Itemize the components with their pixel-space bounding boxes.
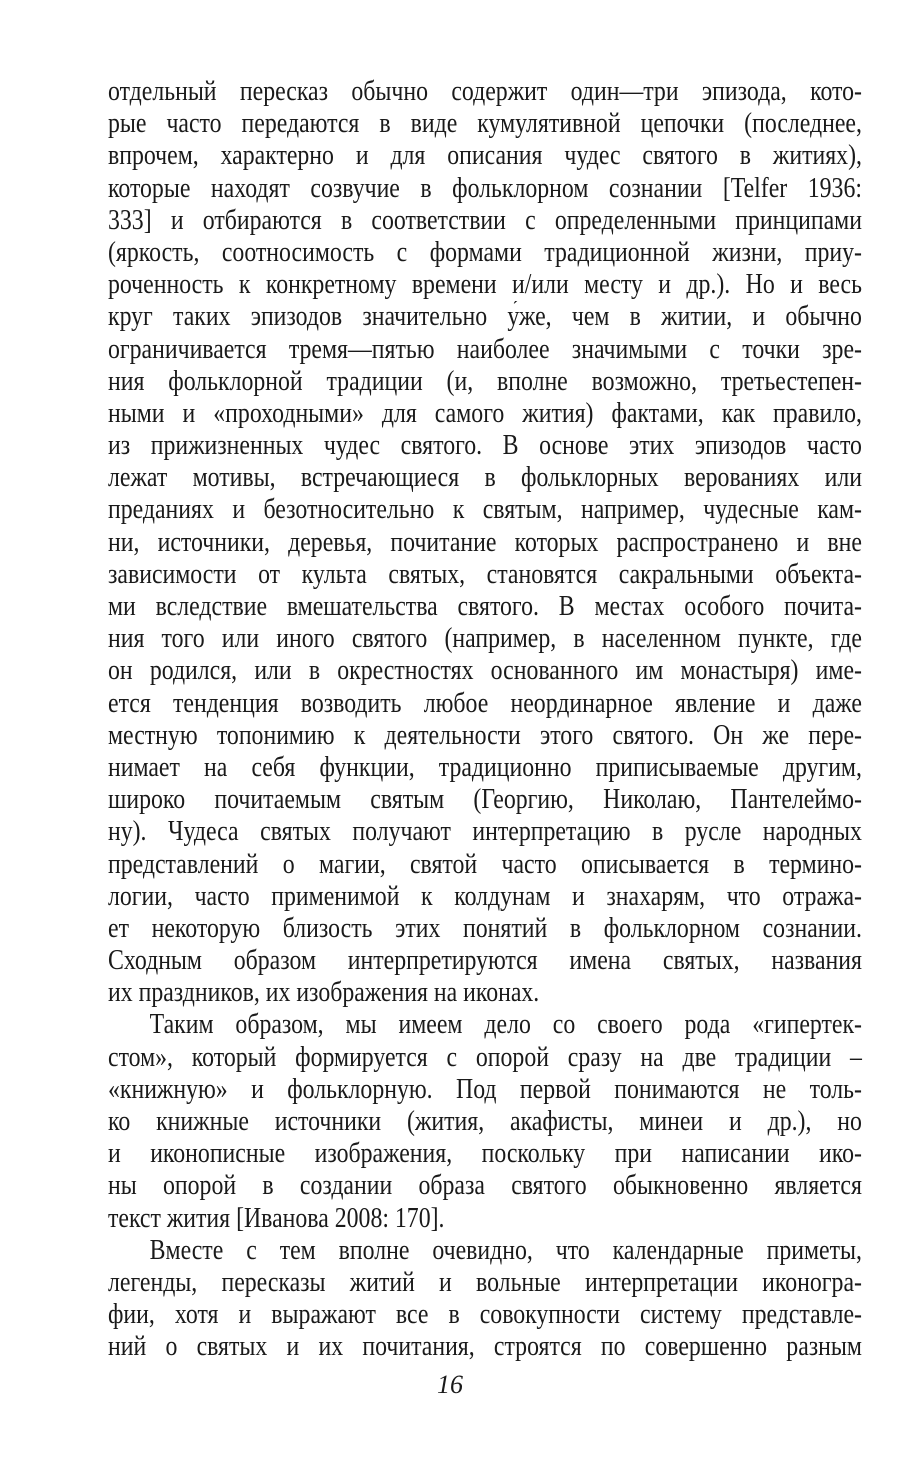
text-line: «книжную» и фольклорную. Под первой понимаются не толь- [108, 1073, 862, 1105]
text-line: их праздников, их изображения на иконах. [108, 977, 540, 1009]
text-line: (яркость, соотносимость с формами традиционной жизни, приу- [108, 236, 862, 268]
text-line: ми вследствие вмешательства святого. В местах особого почита- [108, 591, 862, 622]
text-line: Сходным образом интерпретируются имена святых, названия [108, 945, 862, 977]
text-line: легенды, пересказы житий и вольные интерпретации иконогра- [108, 1266, 862, 1298]
text-line: логии, часто применимой к колдунам и знахарям, что отража- [108, 880, 862, 912]
text-line: ны опорой в создании образа святого обыкновенно является [108, 1170, 862, 1202]
text-line: Таким образом, мы имеем дело со своего рода «гипертек- [149, 1009, 862, 1041]
text-line: ния фольклорной традиции (и, вполне возможно, третьестепен- [108, 365, 862, 397]
body-text [108, 76, 862, 1364]
text-line: лежат мотивы, встречающиеся в фольклорных верованиях или [108, 462, 862, 494]
text-line: ния того или иного святого (например, в населенном пункте, где [108, 623, 862, 655]
text-line: роченность к конкретному времени и/или месту и др.). Но и весь [108, 269, 862, 301]
text-line: ными и «проходными» для самого жития) фактами, как правило, [108, 397, 862, 429]
text-line: ни, источники, деревья, почитание которых распространено и вне [108, 526, 862, 558]
text-line: нимает на себя функции, традиционно приписываемые другим, [108, 751, 862, 783]
text-line: 333] и отбираются в соответствии с определенными принципами [108, 204, 862, 236]
text-line: круг таких эпизодов значительно у́же, чем в житии, и обычно [108, 301, 862, 333]
text-line: ется тенденция возводить любое неординарное явление и даже [108, 687, 862, 719]
text-line: рые часто передаются в виде кумулятивной цепочки (последнее, [108, 108, 862, 140]
text-line: он родился, или в окрестностях основанного им монастыря) име- [108, 655, 862, 687]
text-line: из прижизненных чудес святого. В основе этих эпизодов часто [108, 430, 862, 462]
text-line: ну). Чудеса святых получают интерпретацию в русле народных [108, 816, 862, 848]
text-line: ко книжные источники (жития, акафисты, минеи и др.), но [108, 1106, 862, 1137]
text-line: широко почитаемым святым (Георгию, Николаю, Пантелеймо- [108, 784, 862, 816]
text-line: которые находят созвучие в фольклорном сознании [Telfer 1936: [108, 172, 862, 204]
text-line: местную топонимию к деятельности этого святого. Он же пере- [108, 719, 862, 751]
text-line: ограничивается тремя—пятью наиболее значимыми с точки зре- [108, 333, 862, 365]
text-line: ний о святых и их почитания, строятся по совершенно разным [108, 1331, 862, 1363]
text-line: зависимости от культа святых, становятся сакральными объекта- [108, 558, 862, 590]
page-number: 16 [437, 1370, 463, 1399]
text-line: преданиях и безотносительно к святым, например, чудесные кам- [108, 494, 862, 526]
text-line: Вместе с тем вполне очевидно, что календарные приметы, [149, 1234, 862, 1266]
text-line: отдельный пересказ обычно содержит один—три эпизода, кото- [108, 76, 862, 107]
text-line: стом», который формируется с опорой сразу на две традиции – [108, 1041, 862, 1073]
text-line: фии, хотя и выражают все в совокупности систему представле- [108, 1299, 862, 1331]
text-line: и иконописные изображения, поскольку при написании ико- [108, 1138, 862, 1170]
text-line: впрочем, характерно и для описания чудес святого в житиях), [108, 140, 862, 172]
text-line: ет некоторую близость этих понятий в фольклорном сознании. [108, 912, 862, 944]
text-line: текст жития [Иванова 2008: 170]. [108, 1202, 445, 1234]
text-line: представлений о магии, святой часто описывается в термино- [108, 848, 862, 880]
